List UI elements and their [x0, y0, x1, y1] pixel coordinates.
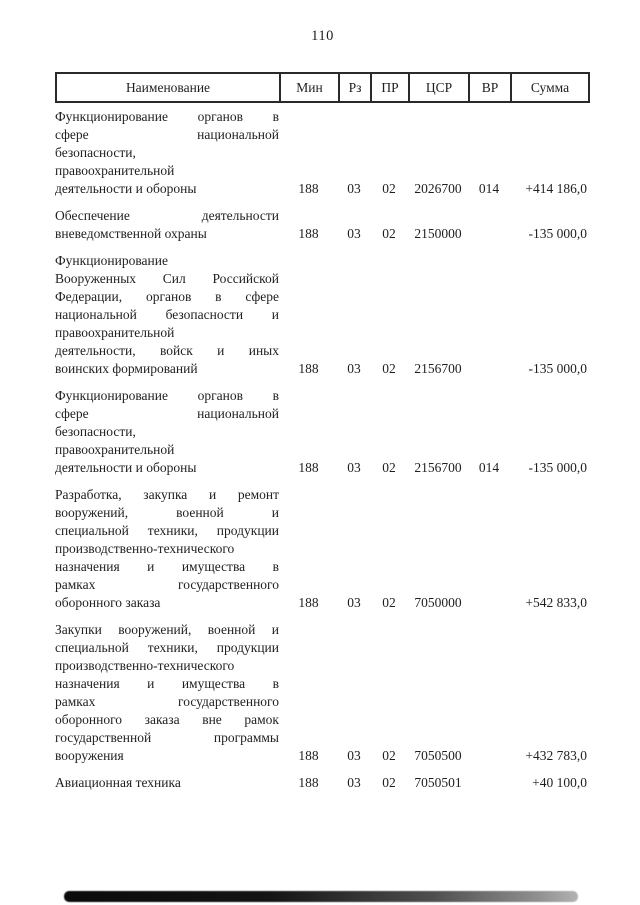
row-name-line: вооружений, военной и	[55, 505, 279, 520]
header-name: Наименование	[125, 79, 211, 95]
row-sum-cell: -135 000,0	[528, 226, 587, 241]
row-name-line: сфере национальной	[55, 406, 279, 421]
row-name-line: Авиационная техника	[55, 775, 181, 790]
row-name-line: деятельности и обороны	[55, 181, 197, 196]
row-name-line: безопасности,	[55, 424, 136, 439]
row-vr-cell: 014	[478, 460, 500, 475]
row-rz-cell: 03	[347, 748, 361, 763]
row-name-cell	[55, 486, 279, 612]
row-name-line: Функционирование органов в	[55, 388, 279, 403]
row-name-line: специальной техники, продукции	[55, 523, 279, 538]
row-name-line: рамках государственного	[55, 577, 279, 592]
row-pr-cell: 02	[382, 361, 396, 376]
row-min-cell: 188	[298, 361, 319, 376]
row-name-line: рамках государственного	[55, 694, 279, 709]
row-name-line: правоохранительной	[55, 163, 175, 178]
row-name-line: Федерации, органов в сфере	[55, 289, 279, 304]
row-csr-cell: 7050000	[414, 595, 462, 610]
row-csr-cell: 7050500	[414, 748, 462, 763]
row-name-line: Обеспечение деятельности	[55, 208, 279, 223]
row-pr-cell: 02	[382, 775, 396, 790]
row-sum-cell: -135 000,0	[528, 460, 587, 475]
row-name-cell	[55, 621, 279, 765]
row-pr-cell: 02	[382, 748, 396, 763]
table-row	[55, 207, 590, 243]
row-name-line: деятельности и обороны	[55, 460, 197, 475]
row-name-line: Функционирование	[55, 253, 168, 268]
row-name-line: специальной техники, продукции	[55, 640, 279, 655]
row-name-line: производственно-технического	[55, 658, 235, 673]
budget-table	[55, 72, 590, 792]
row-sum-cell: +432 783,0	[525, 748, 587, 763]
row-pr-cell: 02	[382, 595, 396, 610]
row-name-line: сфере национальной	[55, 127, 279, 142]
row-rz-cell: 03	[347, 226, 361, 241]
row-name-line: Вооруженных Сил Российской	[55, 271, 279, 286]
row-name-cell	[55, 108, 279, 198]
row-name-line: безопасности,	[55, 145, 136, 160]
row-name-cell	[55, 774, 279, 792]
row-name-line: вневедомственной охраны	[55, 226, 207, 241]
row-rz-cell: 03	[347, 361, 361, 376]
row-min-cell: 188	[298, 460, 319, 475]
row-name-line: оборонного заказа вне рамок	[55, 712, 279, 727]
row-pr-cell: 02	[382, 181, 396, 196]
row-sum-cell: -135 000,0	[528, 361, 587, 376]
row-csr-cell: 2150000	[414, 226, 462, 241]
table-row	[55, 387, 590, 477]
row-csr-cell: 2156700	[414, 460, 462, 475]
page-number: 110	[311, 28, 334, 44]
row-name-cell	[55, 207, 279, 243]
table-header-row	[55, 72, 590, 103]
row-min-cell: 188	[298, 181, 319, 196]
row-min-cell: 188	[298, 748, 319, 763]
header-csr: ЦСР	[408, 74, 468, 101]
row-name-line: национальной безопасности и	[55, 307, 279, 322]
row-name-line: назначения и имущества в	[55, 559, 279, 574]
row-pr-cell: 02	[382, 460, 396, 475]
table-row	[55, 774, 590, 792]
document-page	[55, 0, 590, 905]
row-name-line: производственно-технического	[55, 541, 235, 556]
header-vr: ВР	[468, 74, 510, 101]
row-name-line: государственной программы	[55, 730, 279, 745]
scan-edge-artifact	[64, 891, 578, 902]
row-rz-cell: 03	[347, 595, 361, 610]
row-min-cell: 188	[298, 595, 319, 610]
table-row	[55, 621, 590, 765]
row-sum-cell: +414 186,0	[525, 181, 587, 196]
table-row	[55, 108, 590, 198]
row-min-cell: 188	[298, 775, 319, 790]
row-rz-cell: 03	[347, 460, 361, 475]
row-name-line: правоохранительной	[55, 442, 175, 457]
row-rz-cell: 03	[347, 181, 361, 196]
row-min-cell: 188	[298, 226, 319, 241]
row-name-line: назначения и имущества в	[55, 676, 279, 691]
row-name-line: деятельности, войск и иных	[55, 343, 279, 358]
table-row	[55, 252, 590, 378]
row-csr-cell: 2156700	[414, 361, 462, 376]
row-pr-cell: 02	[382, 226, 396, 241]
header-pr: ПР	[370, 74, 408, 101]
row-name-line: Функционирование органов в	[55, 109, 279, 124]
row-sum-cell: +542 833,0	[525, 595, 587, 610]
row-csr-cell: 7050501	[414, 775, 462, 790]
header-min: Мин	[279, 74, 338, 101]
row-rz-cell: 03	[347, 775, 361, 790]
row-sum-cell: +40 100,0	[532, 775, 587, 790]
row-vr-cell: 014	[478, 181, 500, 196]
row-csr-cell: 2026700	[414, 181, 462, 196]
row-name-line: воинских формирований	[55, 361, 198, 376]
header-rz: Рз	[338, 74, 370, 101]
row-name-cell	[55, 252, 279, 378]
row-name-line: правоохранительной	[55, 325, 175, 340]
row-name-cell	[55, 387, 279, 477]
row-name-line: Закупки вооружений, военной и	[55, 622, 279, 637]
table-row	[55, 486, 590, 612]
table-body	[55, 108, 590, 792]
row-name-line: вооружения	[55, 748, 124, 763]
row-name-line: оборонного заказа	[55, 595, 161, 610]
row-name-line: Разработка, закупка и ремонт	[55, 487, 279, 502]
header-sum: Сумма	[510, 74, 588, 101]
